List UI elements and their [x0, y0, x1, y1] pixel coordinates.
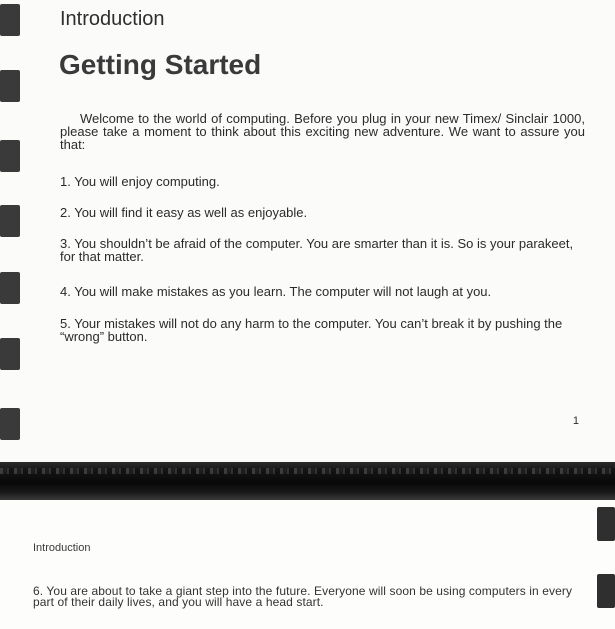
list-item: 3. You shouldn’t be afraid of the computer. You are smarter than it is. So is your parakeet, for that matter. [60, 236, 574, 264]
binding-tab-mark [0, 272, 20, 304]
binding-tab-mark [0, 338, 20, 370]
binding-tab-mark [0, 408, 20, 440]
binding-tab-mark [597, 574, 615, 608]
intro-paragraph: Welcome to the world of computing. Before you plug in your new Timex/ Sinclair 1000, please take a moment to think about this exciting new adventure. We want to assure you that: [60, 111, 585, 152]
list-item: 4. You will make mistakes as you learn. The computer will not laugh at you. [60, 284, 492, 299]
binding-tab-mark [0, 4, 20, 36]
page-number: 1 [572, 415, 579, 427]
list-item: 5. Your mistakes will not do any harm to the computer. You can’t break it by pushing the “wrong” button. [60, 316, 563, 344]
list-item: 1. You will enjoy computing. [60, 174, 220, 189]
binding-tab-mark [597, 507, 615, 541]
list-item: 2. You will find it easy as well as enjoyable. [60, 205, 308, 220]
binding-tab-mark [0, 70, 20, 102]
page-title: Getting Started [59, 49, 262, 80]
list-item: 6. You are about to take a giant step into the future. Everyone will soon be using computers in every part of their daily lives, and you will have a head start. [33, 584, 573, 609]
book-spine-gap [0, 462, 615, 500]
section-label: Introduction [60, 8, 165, 30]
book-page-2 [0, 500, 615, 629]
section-label: Introduction [33, 542, 91, 554]
binding-tab-mark [0, 205, 20, 237]
binding-tab-mark [0, 140, 20, 172]
